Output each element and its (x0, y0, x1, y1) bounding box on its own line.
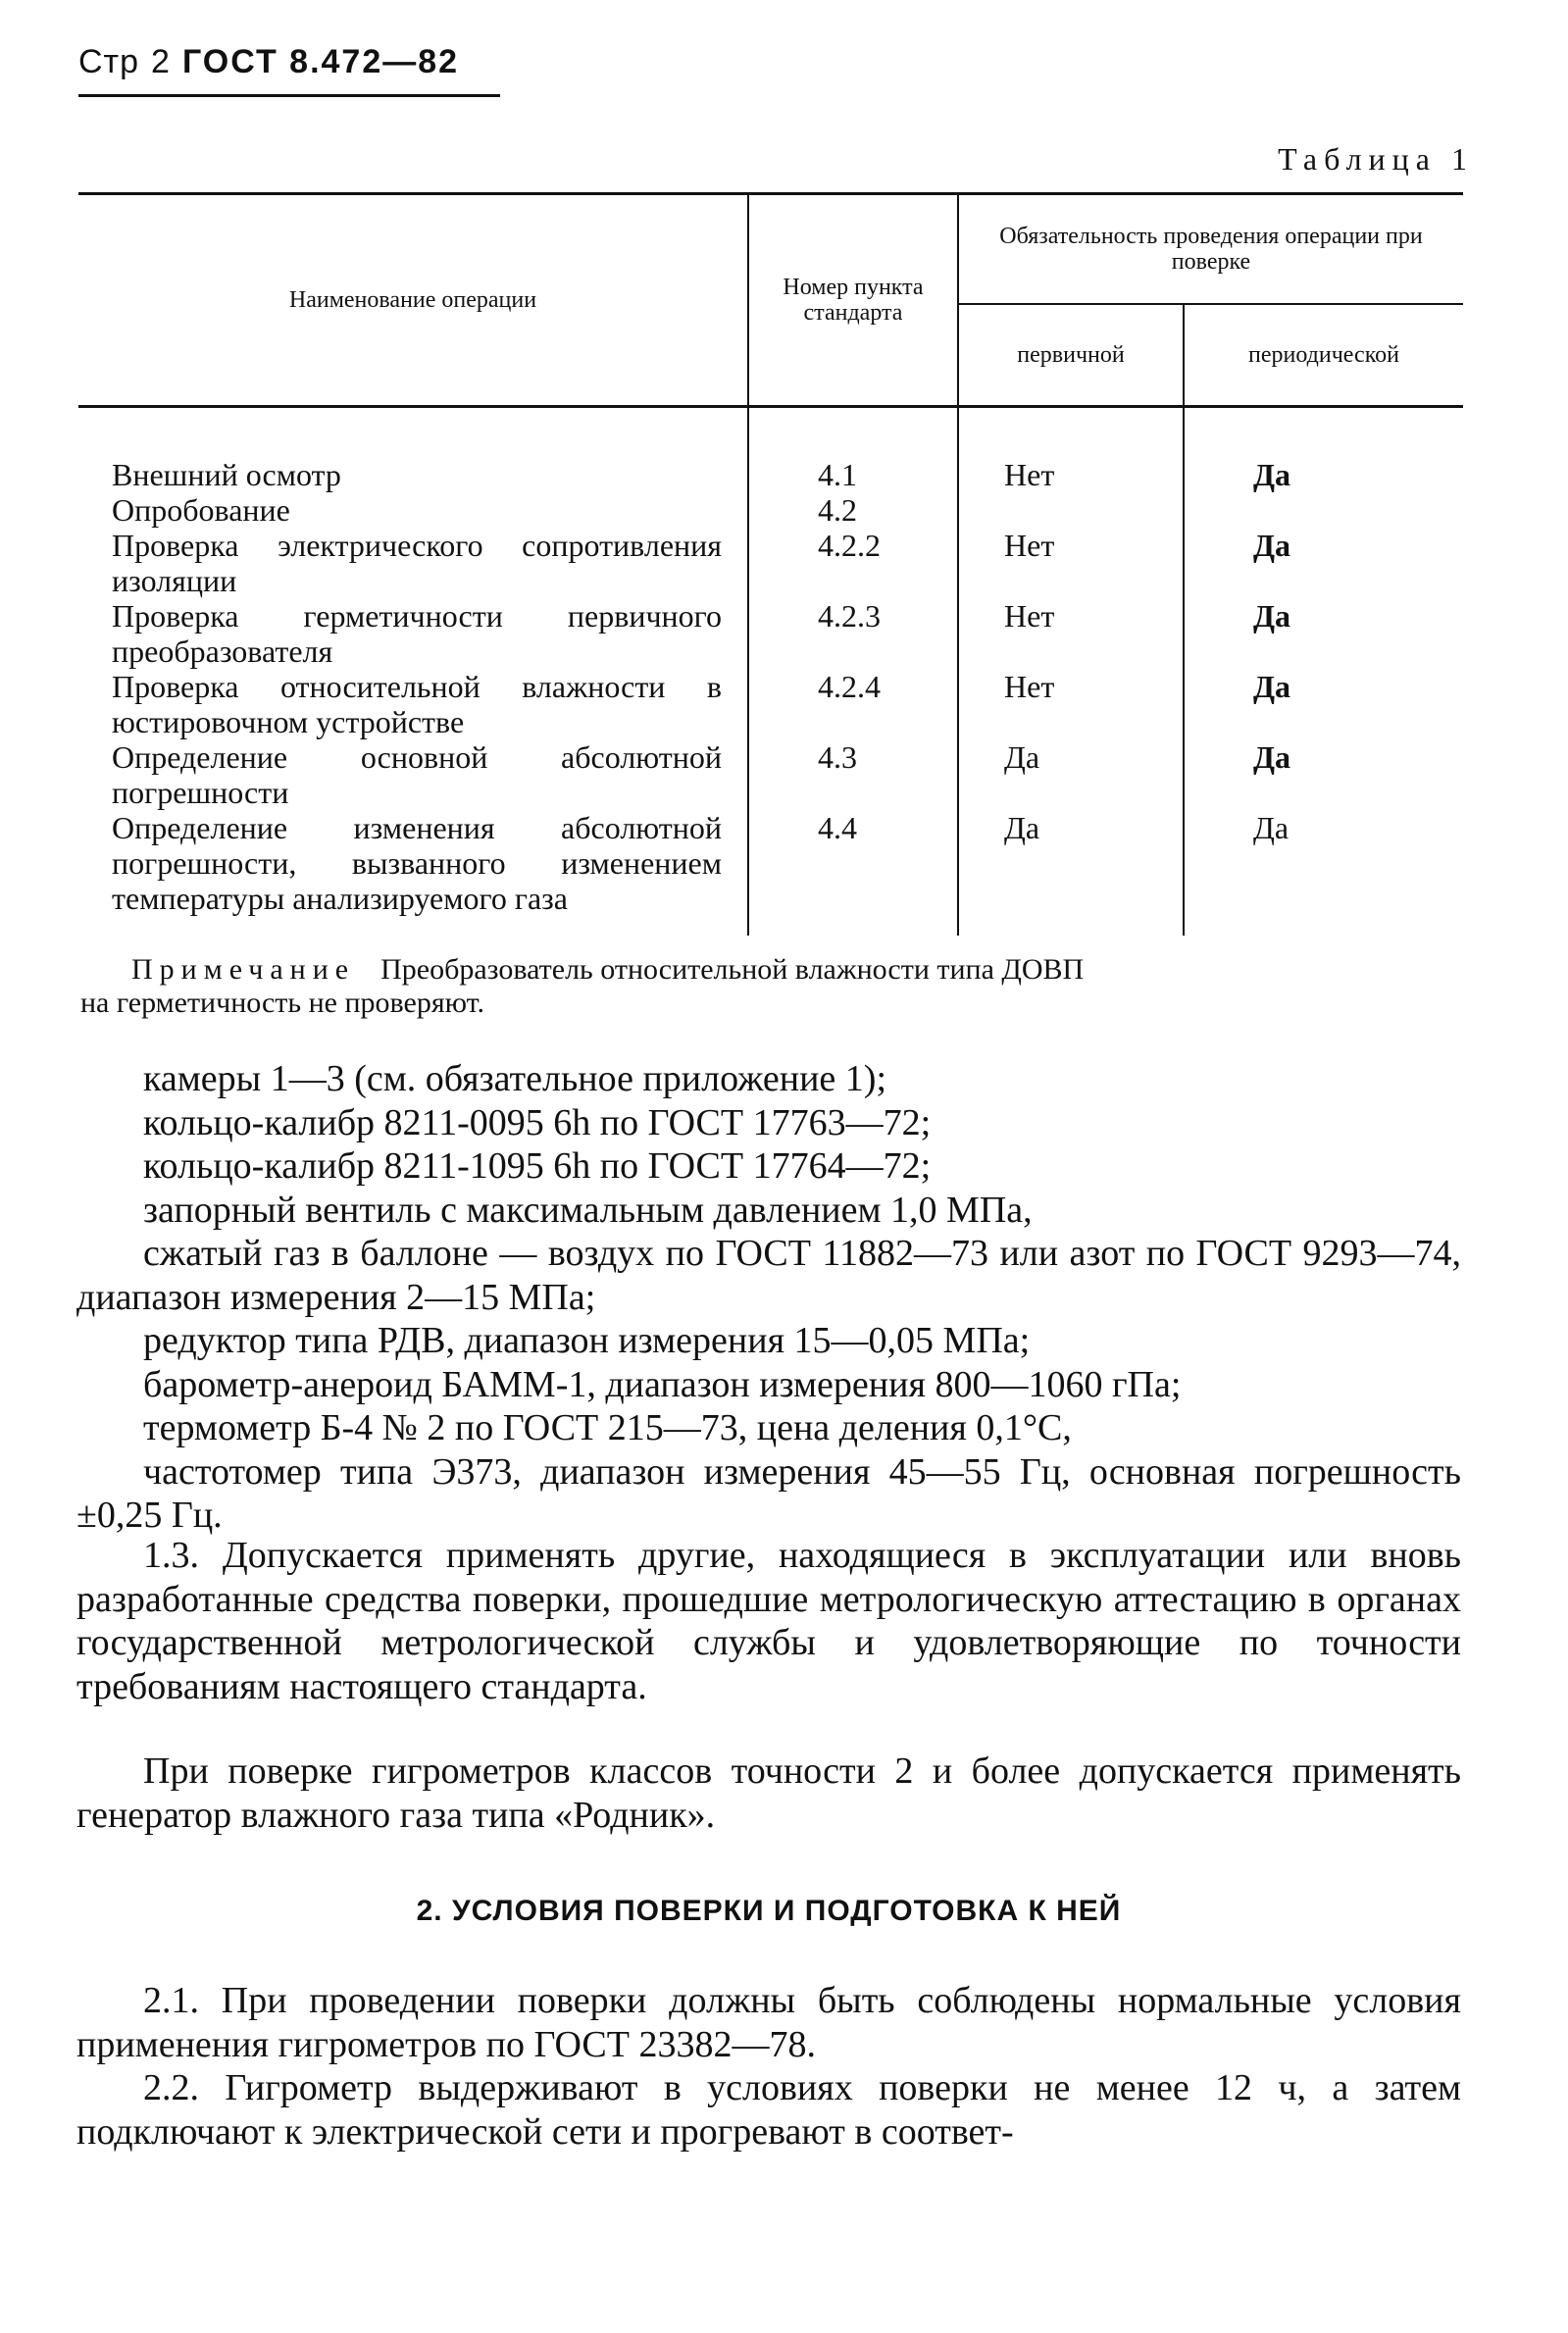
paragraph-2-1: 2.1. При проведении поверки должны быть соблюдены нормальные условия применения гигрометров по ГОСТ 23382—78. (76, 1980, 1461, 2065)
header-operation: Наименование операции (78, 194, 748, 407)
primary-value (958, 492, 1184, 528)
operations-table (78, 192, 1463, 936)
list-item: камеры 1—3 (см. обязательное приложение 1); (143, 1058, 887, 1099)
operation-name: Проверка относительной влажности в юстировочном устройстве (112, 669, 722, 739)
paragraph-text: При поверке гигрометров классов точности 2 и более допускается применять генератор влажного газа типа «Родник». (76, 1750, 1461, 1836)
note-label: Примечание (131, 953, 356, 986)
header-periodic: периодической (1184, 304, 1463, 407)
clause-number: 4.1 (748, 407, 958, 493)
header-mandatory: Обязательность проведения операции при поверке (958, 194, 1463, 305)
section-2-body (76, 1979, 1461, 2154)
periodic-value: Да (1184, 810, 1463, 936)
paragraph-rodnik (76, 1750, 1461, 1837)
table-caption: Таблица 1 (1278, 141, 1474, 177)
clause-number: 4.3 (748, 739, 958, 810)
list-item: частотомер типа Э373, диапазон измерения 45—55 Гц, основная погрешность ±0,25 Гц. (76, 1450, 1461, 1536)
periodic-value (1184, 492, 1463, 528)
list-item: сжатый газ в баллоне — воздух по ГОСТ 11882—73 или азот по ГОСТ 9293—74, диапазон измерения 2—15 МПа; (76, 1233, 1461, 1318)
list-item: термометр Б-4 № 2 по ГОСТ 215—73, цена деления 0,1°С, (143, 1407, 1072, 1448)
primary-value: Нет (958, 598, 1184, 669)
header-clause: Номер пункта стандарта (748, 194, 958, 407)
table-row (78, 810, 1463, 936)
periodic-value: Да (1184, 669, 1463, 739)
periodic-value: Да (1184, 528, 1463, 598)
table-row (78, 407, 1463, 493)
paragraph-text: 1.3. Допускается применять другие, находящиеся в эксплуатации или вновь разработанные средства поверки, прошедшие метрологическую аттестацию в органах государственной метрологической службы и удовлетворяющие по точности требованиям настоящего стандарта. (76, 1535, 1461, 1707)
clause-number: 4.2.3 (748, 598, 958, 669)
clause-number: 4.4 (748, 810, 958, 936)
table-row (78, 669, 1463, 739)
table-row (78, 528, 1463, 598)
operation-name: Проверка герметичности первичного преобразователя (112, 598, 722, 669)
operation-name: Определение изменения абсолютной погрешности, вызванного изменением температуры анализируемого газа (112, 810, 722, 916)
primary-value: Нет (958, 669, 1184, 739)
clause-number: 4.2 (748, 492, 958, 528)
table-row (78, 739, 1463, 810)
table-row (78, 492, 1463, 528)
table-note (131, 953, 1443, 987)
standard-id: ГОСТ 8.472—82 (181, 43, 460, 80)
header-primary: первичной (958, 304, 1184, 407)
page-prefix: Стр (78, 43, 140, 80)
operation-name: Определение основной абсолютной погрешности (112, 739, 722, 810)
table-row (78, 598, 1463, 669)
paragraph-2-2: 2.2. Гигрометр выдерживают в условиях поверки не менее 12 ч, а затем подключают к электрической сети и прогревают в соответ- (76, 2067, 1461, 2153)
primary-value: Да (958, 739, 1184, 810)
periodic-value: Да (1184, 407, 1463, 493)
primary-value: Да (958, 810, 1184, 936)
operation-name: Опробование (112, 492, 290, 528)
equipment-list (76, 1057, 1461, 1538)
paragraph-1-3 (76, 1534, 1461, 1708)
clause-number: 4.2.4 (748, 669, 958, 739)
operation-name: Проверка электрического сопротивления изоляции (112, 528, 722, 598)
primary-value: Нет (958, 407, 1184, 493)
primary-value: Нет (958, 528, 1184, 598)
page-header (78, 43, 459, 81)
note-text-line2: на герметичность не проверяют. (80, 987, 485, 1019)
list-item: кольцо-калибр 8211-0095 6h по ГОСТ 17763—72; (143, 1101, 932, 1143)
clause-number: 4.2.2 (748, 528, 958, 598)
list-item: барометр-анероид БАММ-1, диапазон измерения 800—1060 гПа; (143, 1363, 1182, 1405)
operation-name: Внешний осмотр (112, 457, 341, 492)
section-title: 2. УСЛОВИЯ ПОВЕРКИ И ПОДГОТОВКА К НЕЙ (416, 1895, 1122, 1927)
page-number: 2 (151, 43, 171, 80)
list-item: кольцо-калибр 8211-1095 6h по ГОСТ 17764—72; (143, 1145, 932, 1187)
list-item: редуктор типа РДВ, диапазон измерения 15—0,05 МПа; (143, 1320, 1031, 1361)
header-rule (78, 94, 500, 97)
note-text-line1: Преобразователь относительной влажности типа ДОВП (380, 953, 1085, 986)
list-item: запорный вентиль с максимальным давлением 1,0 МПа, (143, 1189, 1033, 1231)
periodic-value: Да (1184, 598, 1463, 669)
periodic-value: Да (1184, 739, 1463, 810)
